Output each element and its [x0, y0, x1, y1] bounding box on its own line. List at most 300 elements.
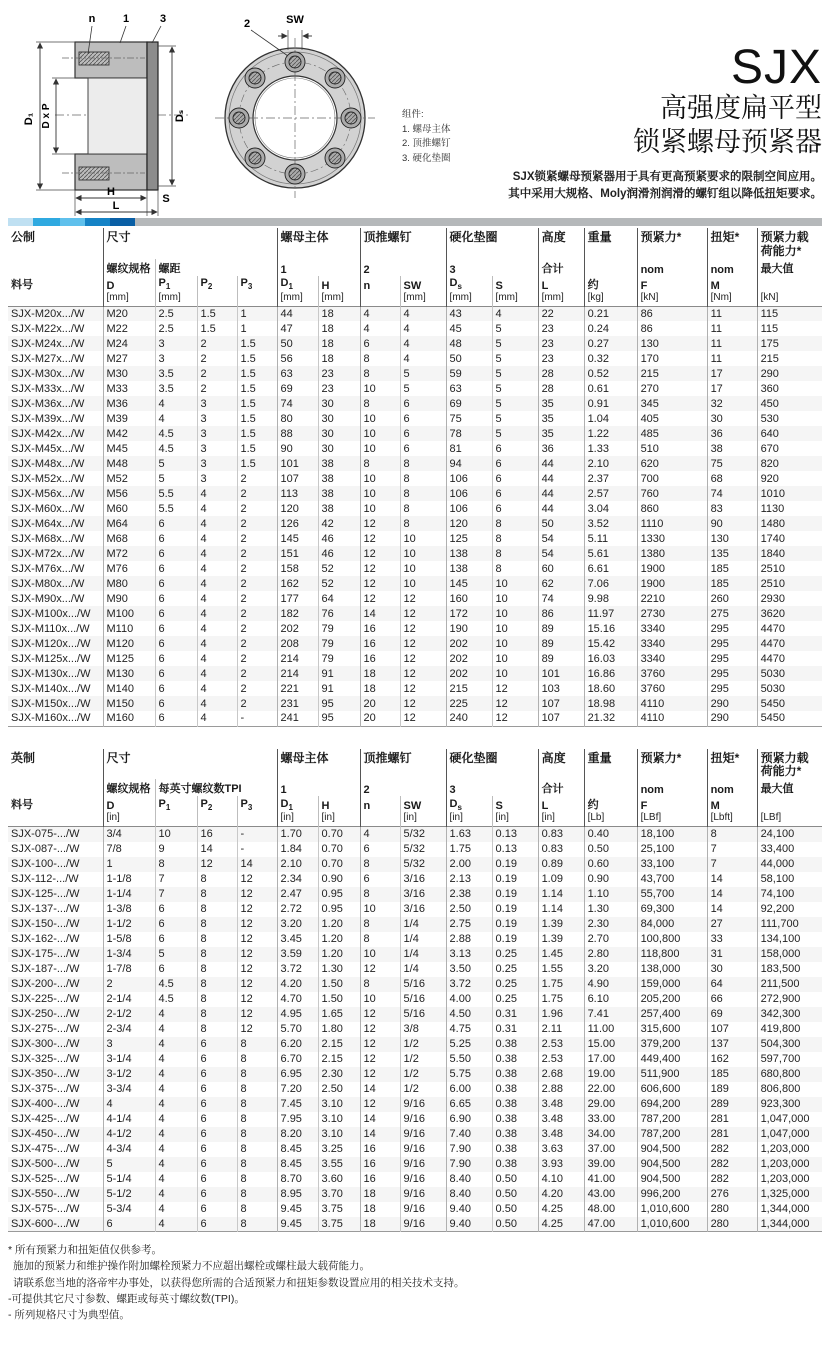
col-label: $P_3$	[237, 276, 277, 292]
cell: 5	[400, 381, 446, 396]
cell: 69	[707, 1007, 757, 1022]
cell: 3/4	[103, 827, 155, 842]
cell: 69,300	[637, 902, 707, 917]
cell: 1.5	[197, 321, 237, 336]
cell: 680,800	[757, 1067, 822, 1082]
cell: 12	[400, 711, 446, 726]
cell: 10	[400, 576, 446, 591]
cell: 43	[446, 306, 492, 321]
cell: 4	[492, 306, 538, 321]
cell: 4	[197, 576, 237, 591]
col-label: $P_1$	[155, 276, 197, 292]
cell: 0.95	[318, 902, 360, 917]
table-row	[8, 591, 822, 606]
cell: 54	[538, 531, 584, 546]
cell: 95	[318, 696, 360, 711]
col-unit: [kN]	[757, 292, 822, 307]
table-corner: 公制	[11, 230, 36, 244]
cell: 11	[707, 306, 757, 321]
cell: 4	[155, 1157, 197, 1172]
cell: 8	[197, 887, 237, 902]
cell: 0.40	[584, 827, 637, 842]
cell: 1.80	[318, 1022, 360, 1037]
cell: 38	[318, 486, 360, 501]
cell: 62	[538, 576, 584, 591]
cell: 281	[707, 1127, 757, 1142]
cell: 44	[538, 486, 584, 501]
part-number: SJX-M60x.../W	[11, 502, 85, 515]
group-nut-body: 螺母主体	[277, 749, 360, 780]
cell: 18	[360, 666, 400, 681]
cell: 41.00	[584, 1172, 637, 1187]
cell: 214	[277, 666, 318, 681]
cell: 8	[360, 977, 400, 992]
cell: 5.61	[584, 546, 637, 561]
cell: 0.19	[492, 902, 538, 917]
cell: 11	[707, 321, 757, 336]
cell: 2.15	[318, 1037, 360, 1052]
cell: 282	[707, 1157, 757, 1172]
cell: 5	[492, 396, 538, 411]
dim-h-label: H	[107, 186, 115, 198]
cell: 8	[197, 902, 237, 917]
cell: 0.52	[584, 366, 637, 381]
sub-max: 最大值	[757, 779, 822, 796]
table-row	[8, 1112, 822, 1127]
cell: 9	[155, 842, 197, 857]
cell: 86	[538, 606, 584, 621]
col-label: F	[637, 276, 707, 292]
cell: 10	[360, 426, 400, 441]
cell: 24,100	[757, 827, 822, 842]
cell: 66	[707, 992, 757, 1007]
cell: 295	[707, 666, 757, 681]
cell: 0.13	[492, 842, 538, 857]
col-label: D	[103, 796, 155, 812]
cell: 6	[360, 336, 400, 351]
cell: 2	[237, 531, 277, 546]
cell: 137	[707, 1037, 757, 1052]
cell: 5.50	[446, 1052, 492, 1067]
cell: 162	[707, 1052, 757, 1067]
cell: 32	[707, 396, 757, 411]
cell: 3340	[637, 636, 707, 651]
cell: 16	[360, 621, 400, 636]
cell: 1.5	[237, 426, 277, 441]
top-section	[0, 0, 830, 218]
sub-max: 最大值	[757, 259, 822, 276]
cell: 10	[400, 531, 446, 546]
cell: 1130	[757, 501, 822, 516]
col-label: SW	[400, 276, 446, 292]
cell: 295	[707, 636, 757, 651]
table-row	[8, 501, 822, 516]
cell: M72	[103, 546, 155, 561]
sub-thread: 螺纹规格	[103, 259, 155, 276]
cell: M22	[103, 321, 155, 336]
cell: 1010	[757, 486, 822, 501]
part-number: SJX-300-.../W	[11, 1038, 80, 1051]
cell: 12	[360, 1052, 400, 1067]
cell: 185	[707, 1067, 757, 1082]
cell: 2	[197, 366, 237, 381]
cell: 11	[707, 351, 757, 366]
cell: 12	[360, 591, 400, 606]
cell: 6	[492, 471, 538, 486]
cell: 225	[446, 696, 492, 711]
cell: 88	[277, 426, 318, 441]
cell: 485	[637, 426, 707, 441]
cell: 14	[707, 902, 757, 917]
cell: M33	[103, 381, 155, 396]
component-legend	[402, 108, 498, 218]
cell: 5	[492, 321, 538, 336]
cell: 7.06	[584, 576, 637, 591]
cell: 44	[538, 501, 584, 516]
cell: 18	[318, 336, 360, 351]
cell: 1.04	[584, 411, 637, 426]
cell: 9/16	[400, 1097, 446, 1112]
footnote-4: -可提供其它尺寸参数、螺距或每英寸螺纹数(TPI)。	[8, 1292, 245, 1305]
cell: 12	[237, 962, 277, 977]
part-number: SJX-M36x.../W	[11, 397, 85, 410]
table-row	[8, 887, 822, 902]
cell: M39	[103, 411, 155, 426]
cell: 0.38	[492, 1157, 538, 1172]
cell: 8.70	[277, 1172, 318, 1187]
cell: 12	[360, 1097, 400, 1112]
cell: 1.5	[237, 366, 277, 381]
col-label	[757, 276, 822, 292]
cell: 4	[197, 501, 237, 516]
cell: 290	[757, 366, 822, 381]
cell: 69	[277, 381, 318, 396]
cell: 10	[360, 411, 400, 426]
part-number: SJX-M42x.../W	[11, 427, 85, 440]
cell: 4	[155, 1067, 197, 1082]
part-number: SJX-500-.../W	[11, 1158, 80, 1171]
cell: 1,010,600	[637, 1202, 707, 1217]
sub-nom-f: nom	[637, 259, 707, 276]
table-row	[8, 1127, 822, 1142]
cell: 0.50	[584, 842, 637, 857]
cell: 18	[318, 306, 360, 321]
col-unit: [kg]	[584, 292, 637, 307]
cell: 0.50	[492, 1202, 538, 1217]
cell: 2.53	[538, 1052, 584, 1067]
col-unit: [mm]	[492, 292, 538, 307]
cell: 78	[446, 426, 492, 441]
dim-dxp-label: D x P	[41, 103, 52, 129]
cell: 9.98	[584, 591, 637, 606]
cell: 4-1/4	[103, 1112, 155, 1127]
cell: 3.63	[538, 1142, 584, 1157]
cell: 5-3/4	[103, 1202, 155, 1217]
cell: 5/16	[400, 977, 446, 992]
cell: 22	[538, 306, 584, 321]
cell: 3/16	[400, 887, 446, 902]
table-row	[8, 827, 822, 842]
cell: 12	[237, 1007, 277, 1022]
cell: 6	[360, 842, 400, 857]
cell: 0.38	[492, 1142, 538, 1157]
cell: 38	[318, 456, 360, 471]
cell: 3.04	[584, 501, 637, 516]
col-unit: [in]	[318, 812, 360, 827]
cell: M27	[103, 351, 155, 366]
cell: 0.89	[538, 857, 584, 872]
cell: 202	[446, 636, 492, 651]
dim-l-label: L	[112, 200, 120, 212]
group-weight: 重量	[584, 749, 637, 780]
sub-blank-2	[584, 779, 637, 796]
cell: 8	[360, 917, 400, 932]
cell: 3.75	[318, 1202, 360, 1217]
cell: 115	[757, 306, 822, 321]
table-row	[8, 1142, 822, 1157]
cell: 0.19	[492, 857, 538, 872]
cell: 28	[538, 366, 584, 381]
sub-nom-f: nom	[637, 779, 707, 796]
cell: 10	[492, 651, 538, 666]
cell: 101	[538, 666, 584, 681]
cell: 83	[707, 501, 757, 516]
cell: 9.40	[446, 1217, 492, 1232]
cell: 3-1/4	[103, 1052, 155, 1067]
cell: 1	[237, 306, 277, 321]
group-size: 尺寸	[103, 749, 277, 780]
product-description	[498, 169, 822, 205]
cell: 2.50	[446, 902, 492, 917]
cell: 6	[400, 426, 446, 441]
table-corner: 英制	[11, 750, 36, 765]
cell: 3.48	[538, 1127, 584, 1142]
cell: 4	[197, 621, 237, 636]
metric-table-body	[8, 306, 822, 726]
col-label: D	[103, 276, 155, 292]
cell: 6	[492, 441, 538, 456]
part-number: SJX-M150x.../W	[11, 697, 91, 710]
table-row	[8, 902, 822, 917]
cell: 12	[237, 1022, 277, 1037]
cell: 3-3/4	[103, 1082, 155, 1097]
cell: 1380	[637, 546, 707, 561]
cell: 160	[446, 591, 492, 606]
cell: 8	[360, 887, 400, 902]
table-row	[8, 471, 822, 486]
cell: 63	[446, 381, 492, 396]
imperial-table	[8, 749, 822, 1233]
cell: 0.50	[492, 1187, 538, 1202]
cell: 12	[400, 591, 446, 606]
cell: 0.61	[584, 381, 637, 396]
table-row	[8, 1217, 822, 1232]
cell: 2	[197, 381, 237, 396]
cell: 5	[492, 351, 538, 366]
col-label: S	[492, 796, 538, 812]
cell: 14	[197, 842, 237, 857]
cell: 7	[155, 872, 197, 887]
cell: 360	[757, 381, 822, 396]
cell: 1.5	[237, 456, 277, 471]
cell: 4	[155, 1037, 197, 1052]
cell: 8	[197, 947, 237, 962]
cell: 12	[237, 977, 277, 992]
cell: 33,400	[757, 842, 822, 857]
cell: 23	[538, 336, 584, 351]
title-block	[498, 41, 830, 218]
cell: 8	[237, 1052, 277, 1067]
accent-seg-2	[33, 218, 60, 226]
cell: 3.20	[584, 962, 637, 977]
cell: 14	[707, 872, 757, 887]
cell: 6.70	[277, 1052, 318, 1067]
cell: 138,000	[637, 962, 707, 977]
part-number: SJX-M110x.../W	[11, 622, 90, 635]
cell: 8.95	[277, 1187, 318, 1202]
cell: 0.31	[492, 1022, 538, 1037]
cell: 1900	[637, 576, 707, 591]
cell: 5-1/4	[103, 1172, 155, 1187]
cell: 8.40	[446, 1187, 492, 1202]
cell: 9/16	[400, 1187, 446, 1202]
cell: 89	[538, 651, 584, 666]
dim-s-label: S	[162, 193, 170, 205]
cell: 4.25	[538, 1217, 584, 1232]
table-row	[8, 366, 822, 381]
cell: 8	[197, 992, 237, 1007]
cell: 2510	[757, 561, 822, 576]
cell: 14	[360, 1112, 400, 1127]
cell: 5450	[757, 696, 822, 711]
cell: 0.38	[492, 1082, 538, 1097]
cell: 2.80	[584, 947, 637, 962]
cell: 68	[707, 471, 757, 486]
cell: M125	[103, 651, 155, 666]
cell: 2930	[757, 591, 822, 606]
cell: M80	[103, 576, 155, 591]
cell: M42	[103, 426, 155, 441]
part-number: SJX-100-.../W	[11, 858, 80, 871]
cell: 4	[400, 321, 446, 336]
cell: 5030	[757, 681, 822, 696]
col-unit: [in]	[492, 812, 538, 827]
cell: 20	[360, 696, 400, 711]
cell: 15.42	[584, 636, 637, 651]
part-number: SJX-M125x.../W	[11, 652, 91, 665]
cell: 260	[707, 591, 757, 606]
part-number: SJX-M100x.../W	[11, 607, 91, 620]
cell: 6	[155, 681, 197, 696]
cell: 27	[707, 917, 757, 932]
cell: 904,500	[637, 1142, 707, 1157]
cell: 2.11	[538, 1022, 584, 1037]
cell: 1.30	[584, 902, 637, 917]
cell: M36	[103, 396, 155, 411]
cell: 820	[757, 456, 822, 471]
cell: 1.30	[318, 962, 360, 977]
cell: 4	[155, 1172, 197, 1187]
cell: 2	[237, 516, 277, 531]
cell: -	[237, 711, 277, 726]
cell: 4	[155, 1097, 197, 1112]
part-number: SJX-150-.../W	[11, 918, 80, 931]
cell: 4	[360, 306, 400, 321]
cell: 0.95	[318, 887, 360, 902]
cell: 1/4	[400, 947, 446, 962]
cell: 6	[197, 1202, 237, 1217]
cell: 295	[707, 621, 757, 636]
cell: 12	[360, 516, 400, 531]
cell: 90	[707, 516, 757, 531]
cell: 50	[277, 336, 318, 351]
part-number: SJX-075-.../W	[11, 828, 80, 841]
col-label: $D_s$	[446, 276, 492, 292]
cell: 10	[360, 471, 400, 486]
cell: 2	[197, 336, 237, 351]
cell: 4-3/4	[103, 1142, 155, 1157]
cell: 126	[277, 516, 318, 531]
cell: 12	[360, 546, 400, 561]
cell: 145	[277, 531, 318, 546]
table-row	[8, 696, 822, 711]
cell: 12	[400, 681, 446, 696]
cell: 4	[155, 1082, 197, 1097]
cell: 6	[197, 1112, 237, 1127]
cell: 0.83	[538, 827, 584, 842]
cell: 14	[360, 1127, 400, 1142]
col-unit	[197, 812, 237, 827]
cell: 7	[155, 887, 197, 902]
cell: 89	[538, 636, 584, 651]
cell: 0.38	[492, 1112, 538, 1127]
cell: 694,200	[637, 1097, 707, 1112]
cell: 3/16	[400, 872, 446, 887]
cell: 4.95	[277, 1007, 318, 1022]
cell: 1,325,000	[757, 1187, 822, 1202]
table-row	[8, 1037, 822, 1052]
group-jack-screw: 顶推螺钉	[360, 749, 446, 780]
table-row	[8, 711, 822, 726]
cell: 640	[757, 426, 822, 441]
cell: 1.5	[237, 336, 277, 351]
cell: 700	[637, 471, 707, 486]
cell: 44	[538, 471, 584, 486]
cell: 8	[197, 917, 237, 932]
table-row	[8, 321, 822, 336]
cell: 920	[757, 471, 822, 486]
cell: 22.00	[584, 1082, 637, 1097]
table-row	[8, 872, 822, 887]
cell: 6	[197, 1157, 237, 1172]
cell: 0.50	[492, 1217, 538, 1232]
cell: 1.20	[318, 947, 360, 962]
cell: 6	[155, 531, 197, 546]
col-unit: [in]	[538, 812, 584, 827]
cell: 2-3/4	[103, 1022, 155, 1037]
cell: 2	[237, 696, 277, 711]
col-unit: [mm]	[155, 292, 197, 307]
cell: M45	[103, 441, 155, 456]
cell: 5	[492, 426, 538, 441]
header-group-row	[8, 228, 822, 259]
cell: 270	[637, 381, 707, 396]
cell: 48	[446, 336, 492, 351]
front-view	[215, 14, 375, 198]
cell: 0.38	[492, 1097, 538, 1112]
table-row	[8, 917, 822, 932]
callout-n: n	[88, 13, 96, 25]
